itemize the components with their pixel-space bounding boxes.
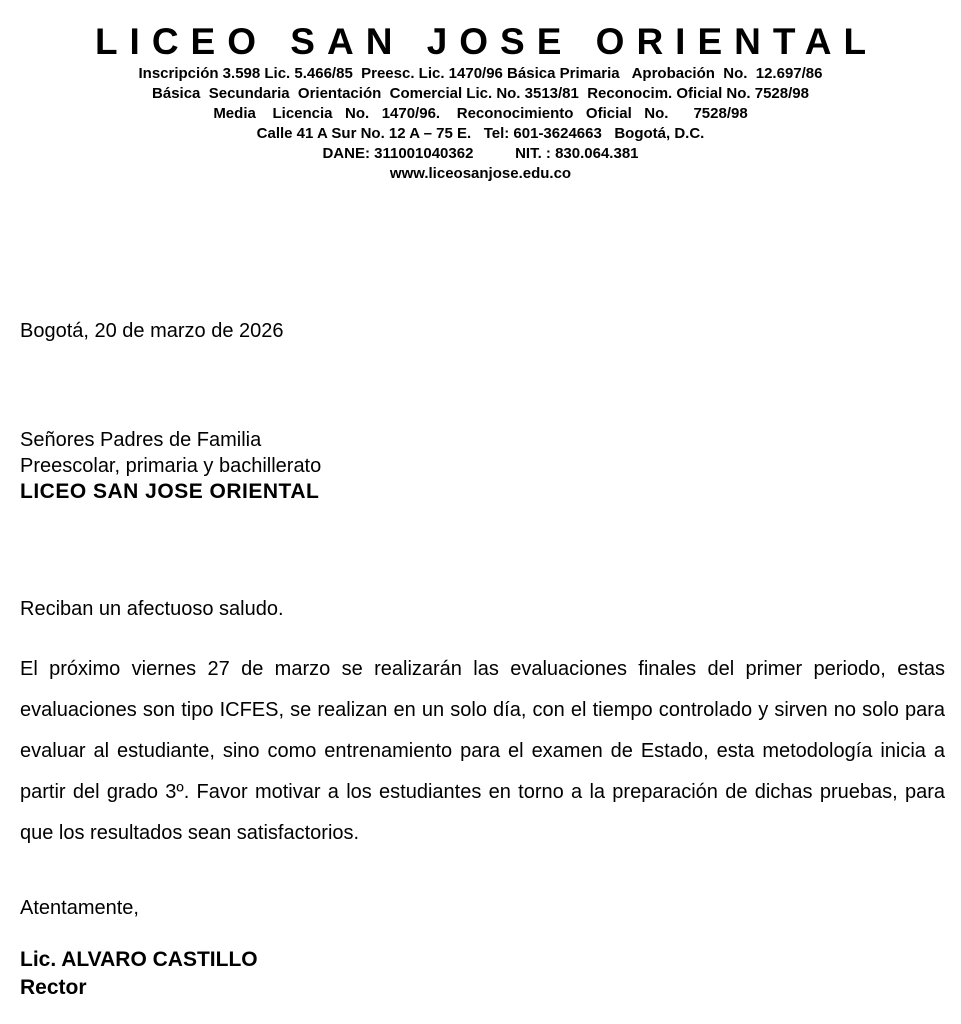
- signature-block: [20, 946, 945, 1002]
- letter-body-paragraph: El próximo viernes 27 de marzo se realizarán las evaluaciones finales del primer periodo, estas evaluaciones son tipo ICFES, se realizan en un solo día, con el tiempo controlado y sirven no solo para evaluar al estudiante, sino como entrenamiento para el examen de Estado, esta metodología inicia a partir del grado 3º. Favor motivar a los estudiantes en torno a la preparación de dichas pruebas, para que los resultados sean satisfactorios.: [20, 658, 945, 844]
- letter-date: Bogotá, 20 de marzo de 2026: [20, 320, 284, 342]
- school-title: LICEO SAN JOSE ORIENTAL: [94, 21, 879, 62]
- letterhead-media-line: Media Licencia No. 1470/96. Reconocimiento Oficial No. 7528/98: [213, 105, 748, 122]
- signatory-role: Rector: [20, 976, 87, 999]
- letter-greeting: Reciban un afectuoso saludo.: [20, 598, 284, 620]
- letterhead-address-line: Calle 41 A Sur No. 12 A – 75 E. Tel: 601-3624663 Bogotá, D.C.: [256, 125, 705, 142]
- letterhead-secondary-line: Básica Secundaria Orientación Comercial Lic. No. 3513/81 Reconocim. Oficial No. 7528/98: [152, 85, 809, 102]
- recipient-line-parents: Señores Padres de Familia: [20, 429, 262, 451]
- letterhead-dane-nit-line: DANE: 311001040362 NIT. : 830.064.381: [322, 145, 639, 162]
- letterhead: [0, 20, 961, 184]
- signatory-name: Lic. ALVARO CASTILLO: [20, 948, 258, 971]
- letterhead-website: www.liceosanjose.edu.co: [389, 165, 572, 182]
- recipient-line-school: LICEO SAN JOSE ORIENTAL: [20, 480, 320, 503]
- recipients-block: [20, 427, 945, 505]
- letter-closing: Atentamente,: [20, 897, 139, 919]
- recipient-line-levels: Preescolar, primaria y bachillerato: [20, 455, 322, 477]
- letterhead-licenses-line: Inscripción 3.598 Lic. 5.466/85 Preesc. Lic. 1470/96 Básica Primaria Aprobación No. 12.697/86: [138, 65, 823, 82]
